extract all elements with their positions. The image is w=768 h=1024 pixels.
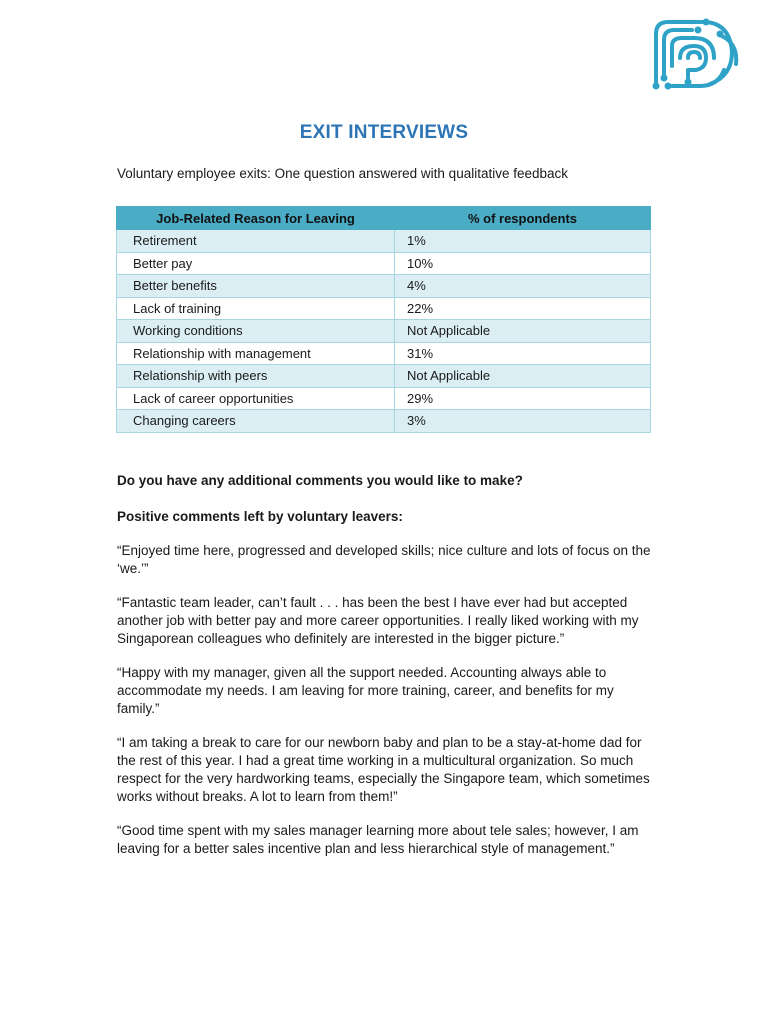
page-title: EXIT INTERVIEWS bbox=[299, 122, 469, 143]
percent-cell: 10% bbox=[395, 252, 651, 275]
header-percent: % of respondents bbox=[395, 207, 651, 230]
table-row bbox=[117, 320, 651, 343]
reason-cell: Changing careers bbox=[117, 410, 395, 433]
percent-cell: 3% bbox=[395, 410, 651, 433]
reason-cell: Lack of training bbox=[117, 297, 395, 320]
table-row bbox=[117, 297, 651, 320]
comments-list bbox=[117, 542, 657, 874]
percent-cell: Not Applicable bbox=[395, 365, 651, 388]
comment-quote: “Happy with my manager, given all the support needed. Accounting always able to accommodate my needs. I am leaving for more training, career, and benefits for my family.” bbox=[117, 665, 614, 716]
table-row bbox=[117, 410, 651, 433]
reason-cell: Working conditions bbox=[117, 320, 395, 343]
comments-heading: Positive comments left by voluntary leavers: bbox=[117, 509, 403, 524]
page-subtitle: Voluntary employee exits: One question answered with qualitative feedback bbox=[117, 166, 569, 181]
table-row bbox=[117, 252, 651, 275]
reason-cell: Lack of career opportunities bbox=[117, 387, 395, 410]
comment-quote: “Fantastic team leader, can’t fault . . . has been the best I have ever had but accepted another job with better pay and more career opportunities. I really liked working with my Singaporean colleagues who definitely are interested in the bigger picture.” bbox=[117, 595, 639, 646]
reason-cell: Retirement bbox=[117, 230, 395, 253]
comment-quote: “Enjoyed time here, progressed and developed skills; nice culture and lots of focus on the ‘we.’” bbox=[117, 543, 651, 576]
percent-cell: 29% bbox=[395, 387, 651, 410]
percent-cell: 31% bbox=[395, 342, 651, 365]
reason-cell: Relationship with peers bbox=[117, 365, 395, 388]
percent-cell: Not Applicable bbox=[395, 320, 651, 343]
comment-quote: “I am taking a break to care for our newborn baby and plan to be a stay-at-home dad for the rest of this year. I had a great time working in a multicultural organization. So much respect for the very hardworking teams, especially the Singapore team, which sometimes works without breaks. A lot to learn from them!” bbox=[117, 735, 650, 804]
additional-comments-question: Do you have any additional comments you would like to make? bbox=[117, 473, 523, 488]
percent-cell: 1% bbox=[395, 230, 651, 253]
comment-quote: “Good time spent with my sales manager learning more about tele sales; however, I am leaving for a better sales incentive plan and less hierarchical style of management.” bbox=[117, 823, 639, 856]
reasons-table bbox=[116, 206, 651, 433]
table-row bbox=[117, 230, 651, 253]
table-row bbox=[117, 365, 651, 388]
percent-cell: 22% bbox=[395, 297, 651, 320]
table-row bbox=[117, 387, 651, 410]
reason-cell: Relationship with management bbox=[117, 342, 395, 365]
table-row bbox=[117, 275, 651, 298]
header-reason: Job-Related Reason for Leaving bbox=[117, 207, 395, 230]
reason-cell: Better pay bbox=[117, 252, 395, 275]
reason-cell: Better benefits bbox=[117, 275, 395, 298]
circuit-logo-icon bbox=[644, 12, 740, 98]
table-row bbox=[117, 342, 651, 365]
percent-cell: 4% bbox=[395, 275, 651, 298]
table-header-row bbox=[117, 207, 651, 230]
